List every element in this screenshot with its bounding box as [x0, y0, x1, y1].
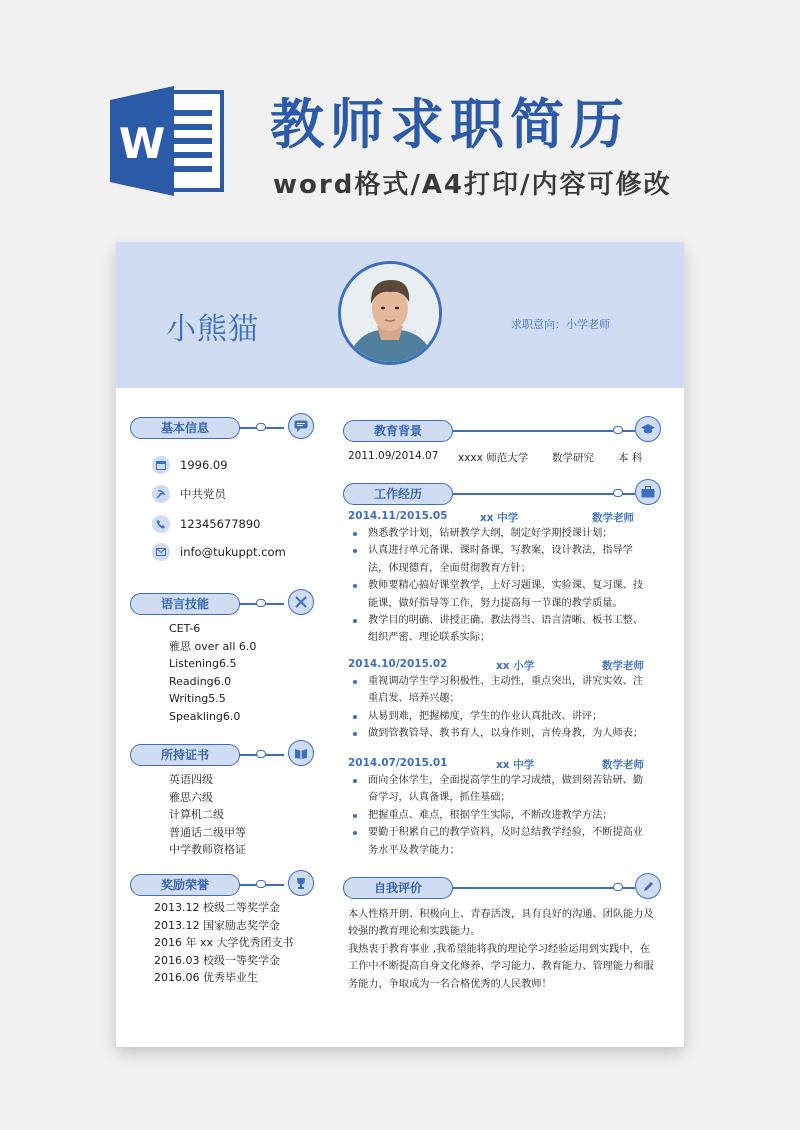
section-education: 教育背景	[343, 420, 661, 442]
tools-icon	[288, 589, 314, 615]
resume-header	[116, 242, 684, 388]
mail-icon	[152, 543, 170, 561]
calendar-icon	[152, 456, 170, 474]
job-2-header: 2014.10/2015.02 xx 小学 数学老师	[348, 658, 644, 672]
party-icon	[152, 485, 170, 503]
briefcase-icon	[635, 479, 661, 505]
job-3-header: 2014.07/2015.01 xx 中学 数学老师	[348, 757, 644, 771]
section-awards: 奖励荣誉	[130, 874, 302, 896]
list-item: 把握重点、难点，根据学生实际，不断改进教学方法；	[352, 807, 652, 824]
trophy-icon	[288, 870, 314, 896]
list-item: 面向全体学生，全面提高学生的学习成绩，做到刻苦钻研、勤奋学习，认真备课，抓住基础；	[352, 772, 652, 807]
job-intent: 求职意向：小学老师	[511, 318, 610, 331]
pencil-icon	[635, 873, 661, 899]
resume-page: 小熊猫 求职意向：小学老师 基本信息 1996.09 中共党员 12345677890 info@tukuppt.com 语言技能 CET-6 雅思 over all 6.0 Listening6.5 Reading6.0 Writing5.5 Speakling6.0 所持证书 英语四级 雅思六级 计算机二级 普通话二级甲等 中学教师资格证 奖励荣誉 2013.12 校级二等奖学金 2013.12 国家励志奖学金 2016 年 xx 大学优秀团支书 2016.03 校级一等奖学金 2016.06 优秀毕业生 教育背景 2011.09/2014.07 xxxx 师范大学 数学研究 本 科 工作经历 2014.11/2015.05 xx 中学 数学老师 熟悉教学计划，钻研教学大纲，制定好学期授课计划； 认真进行单元备课、课时备课，写教案，设计教法，指导学法，体现德育，全面贯彻教育方针； 教师要精心搞好课堂教学，上好习题课、实验课、复习课、技能课，做好指导等工作，努力提高每一节课的教学质量。 教学目的明确、讲授正确、教法得当、语言清晰、板书工整、组织严密、理论联系实际； 2014.10/2015.02 xx 小学 数学老师 重视调动学生学习积极性、主动性，重点突出，讲究实效、注重启发、培养兴趣； 从易到难，把握梯度，学生的作业认真批改、讲评； 做到管教管导、教书育人，以身作则，言传身教，为人师表； 2014.07/2015.01 xx 中学 数学老师 面向全体学生，全面提高学生的学习成绩，做到刻苦钻研、勤奋学习，认真备课，抓住基础； 把握重点、难点，根据学生实际，不断改进教学方法； 要勤于积累自己的教学资料，及时总结教学经验，不断提高业务水平及教学能力； 自我评价 本人性格开朗、积极向上、青春活泼，具有良好的沟通、团队能力及较强的教育理论和实践能力。 我热衷于教育事业 ,我希望能将我的理论学习经验运用到实践中，在工作中不断提高自身文化修养、学习能力、教育能力、管理能力和服务能力，争取成为一名合格优秀的人民教师！	[116, 242, 684, 1047]
banner-subtitle: word格式/A4打印/内容可修改	[273, 170, 672, 200]
phone-icon	[152, 515, 170, 533]
certificate-list: 英语四级 雅思六级 计算机二级 普通话二级甲等 中学教师资格证	[169, 773, 246, 856]
info-email: info@tukuppt.com	[152, 542, 286, 562]
logo-letter: W	[118, 119, 166, 168]
list-item: 从易到难，把握梯度，学生的作业认真批改、讲评；	[352, 708, 652, 725]
info-phone: 12345677890	[152, 514, 260, 534]
banner-title: 教师求职简历	[270, 93, 630, 156]
list-item: 认真进行单元备课、课时备课，写教案，设计教法，指导学法，体现德育，全面贯彻教育方针；	[352, 542, 652, 577]
chat-icon	[288, 413, 314, 439]
language-list: CET-6 雅思 over all 6.0 Listening6.5 Reading6.0 Writing5.5 Speakling6.0	[169, 622, 257, 723]
list-item: 重视调动学生学习积极性、主动性，重点突出，讲究实效、注重启发、培养兴趣；	[352, 673, 652, 708]
self-evaluation-text: 本人性格开朗、积极向上、青春活泼，具有良好的沟通、团队能力及较强的教育理论和实践能力。 我热衷于教育事业 ,我希望能将我的理论学习经验运用到实践中，在工作中不断提高自身文化修养、学习能力、教育能力、管理能力和服务能力，争取成为一名合格优秀的人民教师！	[348, 909, 654, 990]
list-item: 做到管教管导、教书育人，以身作则，言传身教，为人师表；	[352, 725, 652, 742]
section-title: 基本信息	[130, 417, 240, 439]
job-1-header: 2014.11/2015.05 xx 中学 数学老师	[348, 510, 634, 524]
info-birthdate: 1996.09	[152, 455, 228, 475]
list-item: 教学目的明确、讲授正确、教法得当、语言清晰、板书工整、组织严密、理论联系实际；	[352, 612, 652, 647]
list-item: 熟悉教学计划，钻研教学大纲，制定好学期授课计划；	[352, 525, 652, 542]
word-logo-icon	[110, 86, 225, 196]
profile-photo	[338, 261, 442, 365]
graduation-cap-icon	[635, 416, 661, 442]
list-item: 要勤于积累自己的教学资料，及时总结教学经验，不断提高业务水平及教学能力；	[352, 824, 652, 859]
section-work: 工作经历	[343, 483, 661, 505]
book-icon	[288, 740, 314, 766]
award-list: 2013.12 校级二等奖学金 2013.12 国家励志奖学金 2016 年 xx 大学优秀团支书 2016.03 校级一等奖学金 2016.06 优秀毕业生	[154, 901, 294, 984]
job-3-duties	[352, 772, 652, 859]
job-1-duties	[352, 525, 652, 647]
section-self-eval: 自我评价	[343, 877, 661, 899]
info-party: 中共党员	[152, 484, 226, 504]
section-certificates: 所持证书	[130, 744, 302, 766]
list-item: 教师要精心搞好课堂教学，上好习题课、实验课、复习课、技能课，做好指导等工作，努力提高每一节课的教学质量。	[352, 577, 652, 612]
candidate-name: 小熊猫	[166, 312, 259, 347]
section-languages: 语言技能	[130, 593, 302, 615]
section-basic-info	[130, 417, 302, 439]
job-2-duties	[352, 673, 652, 743]
